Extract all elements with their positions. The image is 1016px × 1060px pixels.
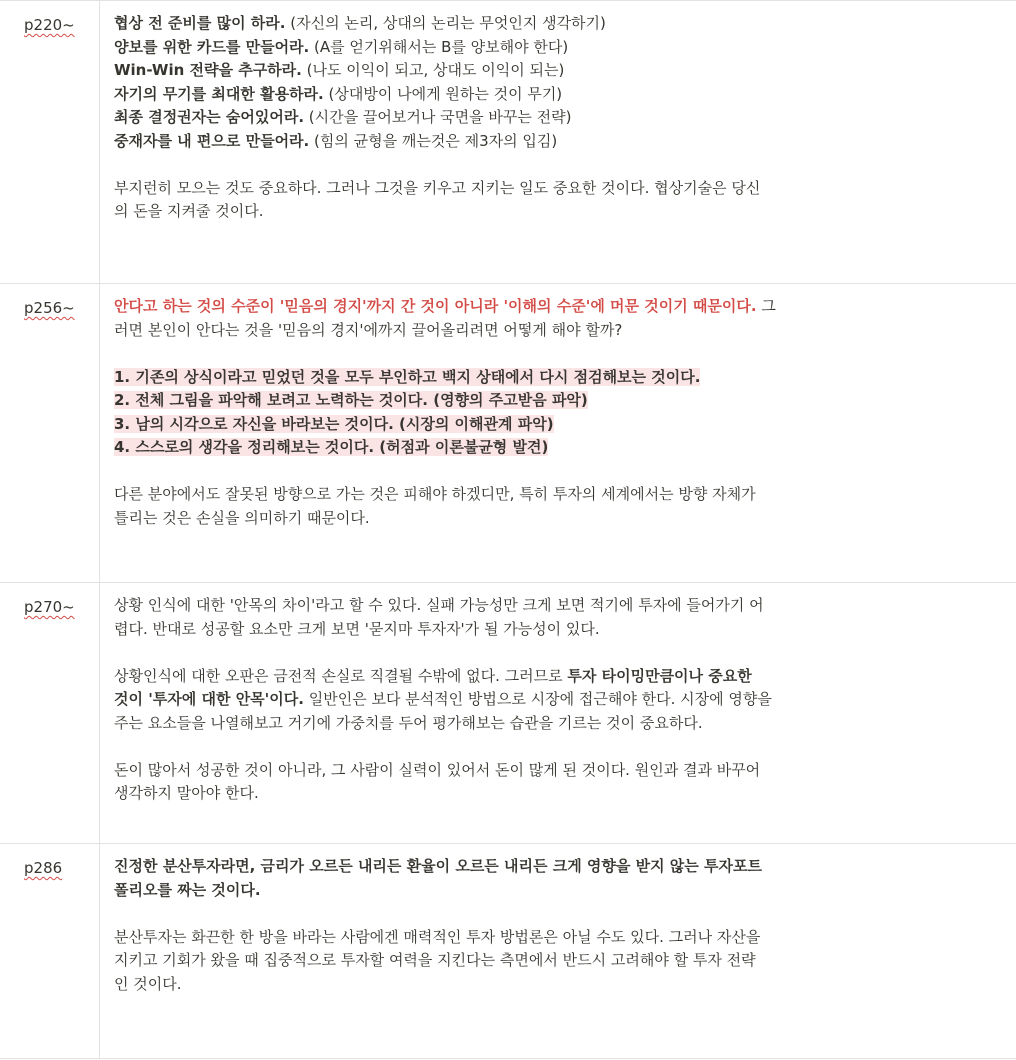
note-text: (시간을 끌어보거나 국면을 바꾸는 전략) [304, 108, 572, 126]
page-reference: p256~ [24, 299, 75, 317]
note-text: (자신의 논리, 상대의 논리는 무엇인지 생각하기) [285, 14, 606, 32]
table-row [0, 284, 1016, 583]
paragraph-line: 주는 요소들을 나열해보고 거기에 가중치를 두어 평가해보는 습관을 기르는 것이 중요하다. [114, 713, 703, 732]
page-reference: p286 [24, 859, 63, 877]
bold-text: 진정한 분산투자라면, 금리가 오르든 내리든 환율이 오르든 내리든 크게 영향을 받지 않는 투자포트 [114, 857, 762, 875]
table-row [0, 583, 1016, 844]
paragraph-line: 상황 인식에 대한 '안목의 차이'라고 할 수 있다. 실패 가능성만 크게 보면 적기에 투자에 들어가기 어 [114, 596, 764, 614]
page-cell [0, 284, 100, 582]
list-item [114, 389, 1004, 413]
note-text: 일반인은 보다 분석적인 방법으로 시장에 접근해야 한다. 시장에 영향을 [303, 690, 772, 708]
bold-text: 자기의 무기를 최대한 활용하라. [114, 84, 324, 103]
red-highlight-text: 안다고 하는 것의 수준이 '믿음의 경지'까지 간 것이 아니라 '이해의 수준'에 머문 것이기 때문이다. [114, 297, 757, 315]
paragraph-line [114, 688, 1004, 712]
paragraph-line: 렵다. 반대로 성공할 요소만 크게 보면 '묻지마 투자자'가 될 가능성이 있다. [114, 619, 600, 638]
page-cell [0, 844, 100, 1058]
note-text: 그 [756, 297, 776, 315]
highlighted-item: 4. 스스로의 생각을 정리해보는 것이다. (허점과 이론불균형 발견) [114, 438, 549, 456]
bold-text: 중재자를 내 편으로 만들어라. [114, 131, 310, 150]
paragraph-line: 지키고 기회가 왔을 때 집중적으로 투자할 여력을 지킨다는 측면에서 반드시 고려해야 할 투자 전략 [114, 951, 756, 969]
paragraph-line [114, 295, 1004, 319]
list-item [114, 12, 1004, 36]
highlighted-item: 3. 남의 시각으로 자신을 바라보는 것이다. (시장의 이해관계 파악) [114, 414, 554, 433]
content-cell [100, 844, 1016, 1058]
list-item [114, 59, 1004, 83]
bold-text: 것이 '투자에 대한 안목'이다. [114, 690, 304, 708]
bold-text: Win-Win 전략을 추구하라. [114, 61, 302, 79]
content-cell [100, 284, 1016, 582]
paragraph-line [114, 855, 1004, 879]
table-row [0, 844, 1016, 1059]
paragraph-line: 틀리는 것은 손실을 의미하기 때문이다. [114, 508, 370, 527]
bold-text: 폴리오를 짜는 것이다. [114, 880, 261, 899]
list-item [114, 106, 1004, 130]
bold-text: 투자 타이밍만큼이나 중요한 [567, 666, 752, 685]
table-row [0, 1, 1016, 284]
list-item [114, 130, 1004, 154]
content-cell [100, 1, 1016, 283]
paragraph-line: 다른 분야에서도 잘못된 방향으로 가는 것은 피해야 하겠디만, 특히 투자의 세계에서는 방향 자체가 [114, 485, 756, 503]
paragraph-line: 의 돈을 지켜줄 것이다. [114, 202, 264, 220]
paragraph-line: 인 것이다. [114, 974, 182, 993]
list-item [114, 436, 1004, 460]
list-item [114, 413, 1004, 437]
note-text: 상황인식에 대한 오판은 금전적 손실로 직결될 수밖에 없다. 그러므로 [114, 666, 568, 685]
paragraph-line: 생각하지 말아야 한다. [114, 784, 259, 802]
paragraph-line [114, 879, 1004, 903]
note-text: (힘의 균형을 깨는것은 제3자의 입김) [309, 131, 558, 150]
highlighted-item: 1. 기존의 상식이라고 믿었던 것을 모두 부인하고 백지 상태에서 다시 점검해보는 것이다. [114, 367, 701, 386]
bold-text: 양보를 위한 카드를 만들어라. [114, 37, 310, 56]
note-text: (상대방이 나에게 원하는 것이 무기) [323, 84, 563, 103]
paragraph-line [114, 665, 1004, 689]
paragraph-line: 러면 본인이 안다는 것을 '믿음의 경지'에까지 끌어올리려면 어떻게 해야 할까? [114, 320, 623, 339]
page-reference: p220~ [24, 16, 75, 34]
list-item [114, 83, 1004, 107]
paragraph-line: 분산투자는 화끈한 한 방을 바라는 사람에겐 매력적인 투자 방법론은 아닐 수도 있다. 그러나 자산을 [114, 927, 761, 946]
page-cell [0, 583, 100, 843]
note-text: (나도 이익이 되고, 상대도 이익이 되는) [301, 61, 565, 79]
highlighted-item: 2. 전체 그림을 파악해 보려고 노력하는 것이다. (영향의 주고받음 파악) [114, 391, 588, 409]
page-reference: p270~ [24, 598, 75, 616]
paragraph-line: 돈이 많아서 성공한 것이 아니라, 그 사람이 실력이 있어서 돈이 많게 된 것이다. 원인과 결과 바꾸어 [114, 760, 761, 779]
list-item [114, 36, 1004, 60]
bold-text: 협상 전 준비를 많이 하라. [114, 14, 286, 32]
bold-text: 최종 결정권자는 숨어있어라. [114, 108, 305, 126]
page-cell [0, 1, 100, 283]
content-cell [100, 583, 1016, 843]
note-text: (A를 얻기위해서는 B를 양보해야 한다) [309, 37, 569, 56]
paragraph-line: 부지런히 모으는 것도 중요하다. 그러나 그것을 키우고 지키는 일도 중요한 것이다. 협상기술은 당신 [114, 178, 761, 197]
list-item [114, 366, 1004, 390]
